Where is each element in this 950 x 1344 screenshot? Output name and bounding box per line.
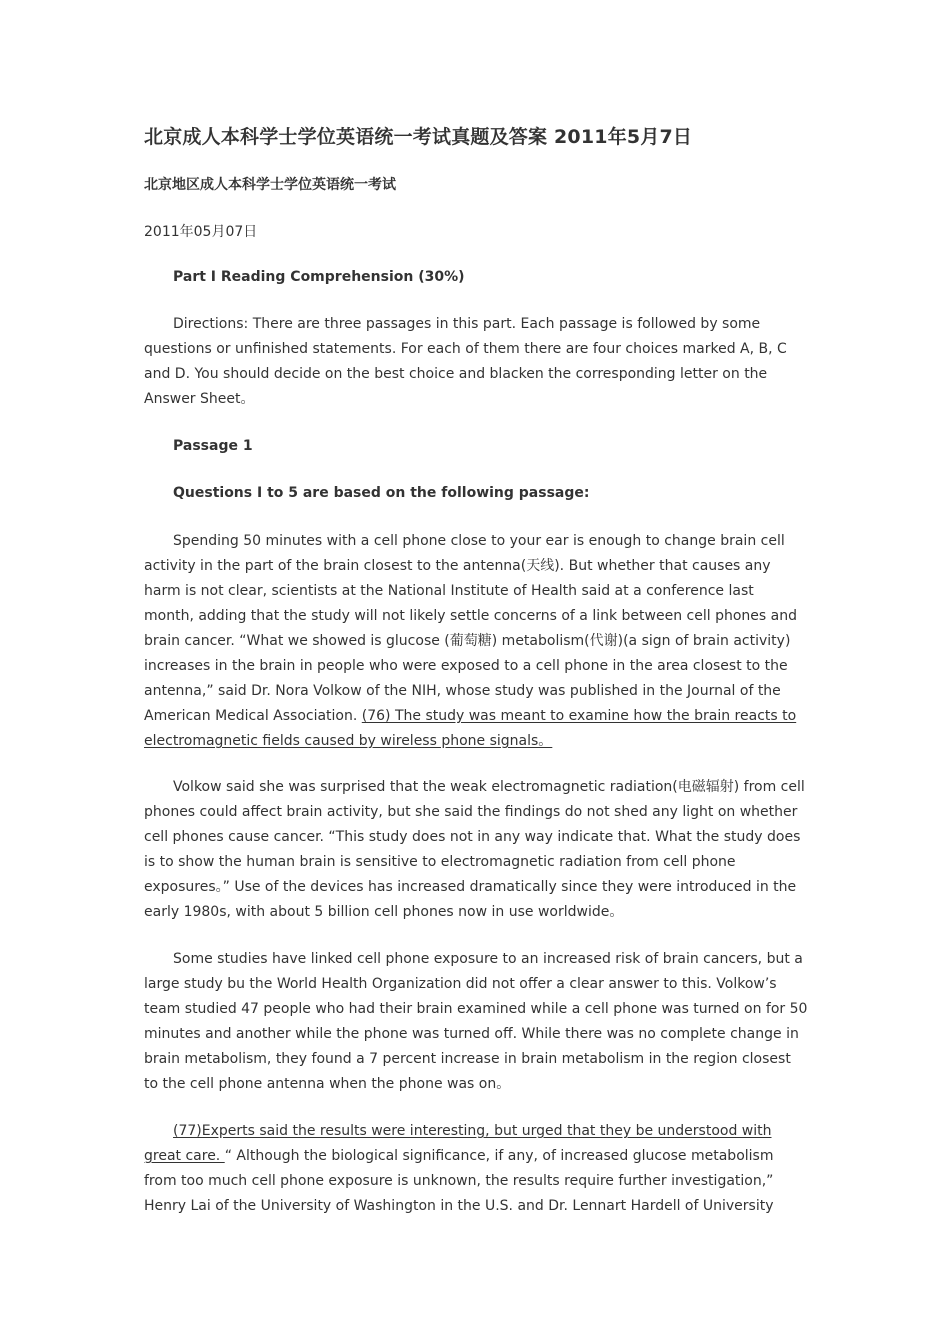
- question-77-sentence: (77)Experts said the results were interesting, but urged that they be understood with great care.: [144, 1123, 772, 1164]
- passage-paragraph-4: [144, 1119, 808, 1219]
- passage-paragraph-1: [144, 529, 808, 754]
- passage-paragraph-2: Volkow said she was surprised that the weak electromagnetic radiation(电磁辐射) from cell phones could affect brain activity, but she said the findings do not shed any light on whether cell phones cause cancer. “This study does not in any way indicate that. What the study does is to show the human brain is sensitive to electromagnetic radiation from cell phone exposures。” Use of the devices has increased dramatically since they were introduced in the early 1980s, with about 5 billion cell phones now in use worldwide。: [144, 779, 805, 920]
- paragraph-1-text: Spending 50 minutes with a cell phone close to your ear is enough to change brain cell activity in the part of the brain closest to the antenna(天线). But whether that causes any harm is not clear, scientists at the National Institute of Health said at a conference last month, adding that the study will not likely settle concerns of a link between cell phones and brain cancer. “What we showed is glucose (葡萄糖) metabolism(代谢)(a sign of brain activity) increases in the brain in people who were exposed to a cell phone in the area closest to the antenna,” said Dr. Nora Volkow of the NIH, whose study was published in the Journal of the American Medical Association.: [144, 533, 797, 724]
- paragraph-4-text: “ Although the biological significance, if any, of increased glucose metabolism from too much cell phone exposure is unknown, the results require further investigation,” Henry Lai of the University of Washington in the U.S. and Dr. Lennart Hardell of University: [144, 1148, 774, 1214]
- exam-date: 2011年05月07日: [144, 224, 258, 240]
- document-subtitle: 北京地区成人本科学士学位英语统一考试: [144, 177, 396, 193]
- question-76-sentence: (76) The study was meant to examine how the brain reacts to electromagnetic fields caused by wireless phone signals。: [144, 708, 797, 749]
- passage-label: Passage 1: [173, 438, 253, 454]
- questions-intro: Questions I to 5 are based on the following passage:: [173, 485, 590, 501]
- passage-paragraph-3: Some studies have linked cell phone exposure to an increased risk of brain cancers, but a large study bu the World Health Organization did not offer a clear answer to this. Volkow’s team studied 47 people who had their brain examined while a cell phone was turned on for 50 minutes and another while the phone was turned off. While there was no complete change in brain metabolism, they found a 7 percent increase in brain metabolism in the region closest to the cell phone antenna when the phone was on。: [144, 951, 808, 1092]
- directions-paragraph: Directions: There are three passages in this part. Each passage is followed by some questions or unfinished statements. For each of them there are four choices marked A, B, C and D. You should decide on the best choice and blacken the corresponding letter on the Answer Sheet。: [144, 316, 787, 407]
- part-heading: Part I Reading Comprehension (30%): [173, 269, 465, 285]
- document-title: 北京成人本科学士学位英语统一考试真题及答案 2011年5月7日: [144, 126, 693, 148]
